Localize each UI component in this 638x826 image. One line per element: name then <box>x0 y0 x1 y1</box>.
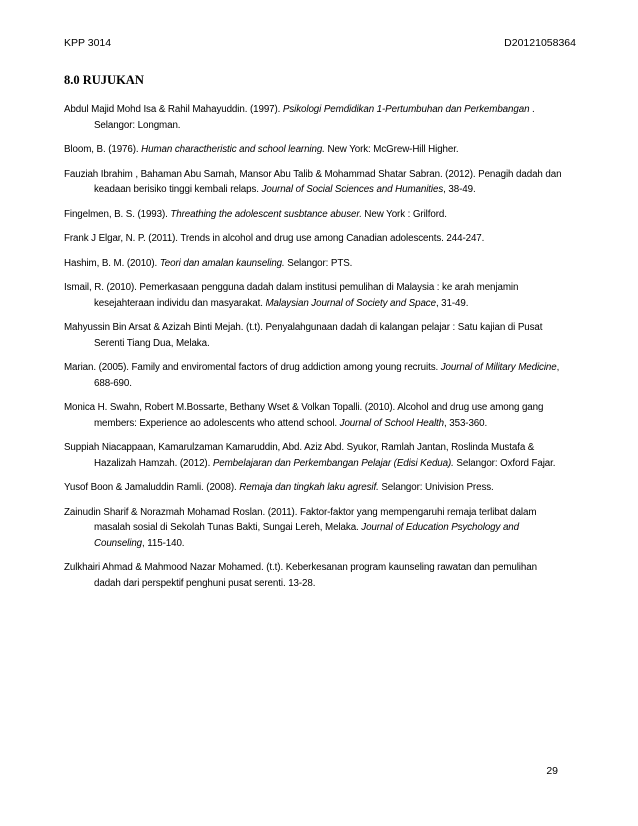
reference-details: New York : Grilford. <box>361 208 447 220</box>
reference-details: , 353-360. <box>444 417 488 429</box>
reference-entry <box>64 480 566 496</box>
reference-text: Marian. (2005). Family and enviromental factors of drug addiction among young recruits. <box>64 362 441 373</box>
reference-text: Frank J Elgar, N. P. (2011). Trends in alcohol and drug use among Canadian adolescents. 244-247. <box>64 233 485 244</box>
reference-text: Fauziah Ibrahim , Bahaman Abu Samah, Mansor Abu Talib & Mohammad Shatar Sabran. (2012). Penagih dadah dan keadaan berisiko tinggi kembali relaps. <box>64 168 562 195</box>
reference-entry <box>64 256 566 272</box>
reference-title: Journal of Military Medicine <box>440 362 557 373</box>
reference-text: Zulkhairi Ahmad & Mahmood Nazar Mohamed. (t.t). Keberkesanan program kaunseling rawatan dan pemulihan dadah dari perspektif penghuni pusat serenti. 13-28. <box>64 562 537 589</box>
reference-details: , 115-140. <box>142 537 185 549</box>
reference-text: Yusof Boon & Jamaluddin Ramli. (2008). <box>64 482 240 493</box>
reference-title: Teori dan amalan kaunseling. <box>159 257 285 269</box>
reference-title: Malaysian Journal of Society and Space <box>265 297 436 309</box>
reference-details: , 38-49. <box>443 184 476 195</box>
reference-title: Journal of Social Sciences and Humanities <box>261 184 444 195</box>
reference-entry <box>64 280 566 311</box>
reference-list <box>64 102 566 600</box>
reference-entry <box>64 207 566 223</box>
reference-entry <box>64 440 566 471</box>
reference-text: Hashim, B. M. (2010). <box>64 257 160 269</box>
reference-details: Selangor: PTS. <box>284 257 353 269</box>
reference-title: Journal of School Health <box>339 417 444 429</box>
reference-title: Threathing the adolescent susbtance abuser. <box>170 208 362 220</box>
reference-details: Selangor: Oxford Fajar. <box>453 457 556 469</box>
course-code: KPP 3014 <box>64 37 112 49</box>
reference-title: Psikologi Pemdidikan 1-Pertumbuhan dan Perkembangan <box>282 104 530 115</box>
reference-text: Ismail, R. (2010). Pemerkasaan pengguna dadah dalam institusi pemulihan di Malaysia : ke arah menjamin kesejahteraan individu dan masyarakat. <box>64 282 519 309</box>
reference-text: Bloom, B. (1976). <box>64 144 142 155</box>
reference-title: Pembelajaran dan Perkembangan Pelajar (Edisi Kedua). <box>212 457 454 469</box>
reference-entry <box>64 505 566 552</box>
reference-title: Journal of Education Psychology and Counseling <box>94 522 519 549</box>
page-header <box>64 37 576 51</box>
student-id: D20121058364 <box>504 37 576 49</box>
reference-entry <box>64 102 566 133</box>
reference-details: , 688-690. <box>94 362 560 389</box>
reference-details: Selangor: Univision Press. <box>378 482 494 493</box>
reference-title: Remaja dan tingkah laku agresif. <box>239 482 379 493</box>
reference-entry <box>64 360 566 391</box>
reference-text: Zainudin Sharif & Norazmah Mohamad Roslan. (2011). Faktor-faktor yang mempengaruhi remaja terlibat dalam masalah sosial di Sekolah Tunas Bakti, Sungai Lereh, Melaka. <box>64 506 537 533</box>
reference-entry <box>64 400 566 431</box>
reference-details: New York: McGrew-Hill Higher. <box>324 144 459 155</box>
reference-entry <box>64 167 566 198</box>
reference-title: Human charactheristic and school learning. <box>141 144 325 155</box>
reference-entry <box>64 231 566 247</box>
reference-text: Suppiah Niacappaan, Kamarulzaman Kamaruddin, Abd. Aziz Abd. Syukor, Ramlah Jantan, Roslinda Mustafa & Hazalizah Hamzah. (2012). <box>64 442 535 469</box>
section-title: 8.0 RUJUKAN <box>64 73 144 87</box>
page-number: 29 <box>546 765 558 777</box>
reference-entry <box>64 142 566 158</box>
reference-entry <box>64 320 566 351</box>
reference-text: Abdul Majid Mohd Isa & Rahil Mahayuddin. (1997). <box>64 104 283 115</box>
reference-details: . Selangor: Longman. <box>94 104 535 131</box>
reference-text: Fingelmen, B. S. (1993). <box>64 208 171 220</box>
reference-text: Monica H. Swahn, Robert M.Bossarte, Bethany Wset & Volkan Topalli. (2010). Alcohol and drug use among gang members: Experience ao adolescents who attend school. <box>64 402 544 429</box>
reference-details: , 31-49. <box>435 297 469 309</box>
reference-entry <box>64 560 566 591</box>
reference-text: Mahyussin Bin Arsat & Azizah Binti Mejah. (t.t). Penyalahgunaan dadah di kalangan pelajar : Satu kajian di Pusat Serenti Tiang Dua, Melaka. <box>64 322 543 349</box>
